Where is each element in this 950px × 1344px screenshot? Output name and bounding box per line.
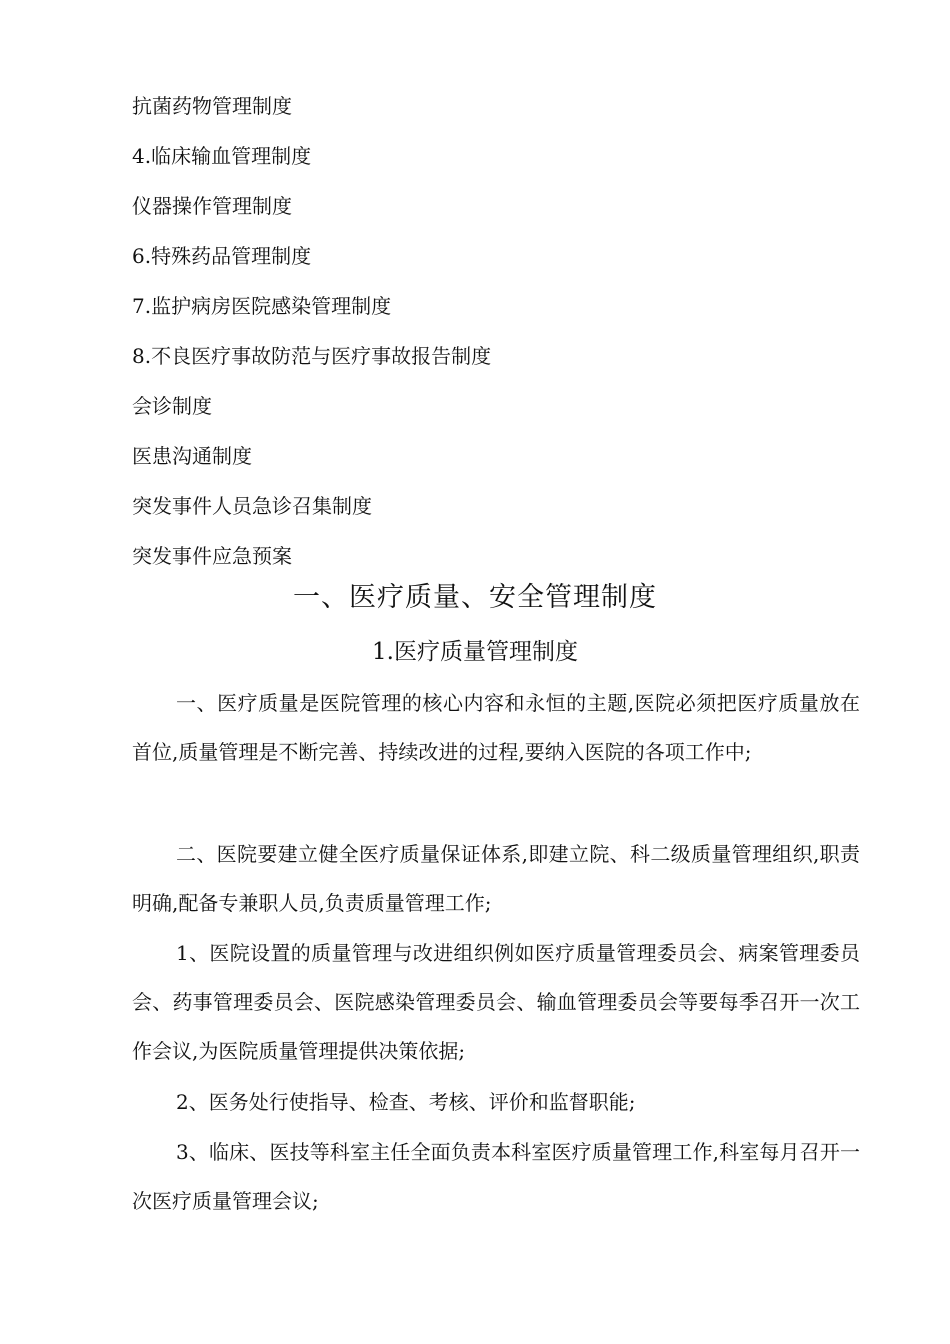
paragraph: 二、医院要建立健全医疗质量保证体系,即建立院、科二级质量管理组织,职责明确,配备专兼职人员,负责质量管理工作; [132,842,860,915]
toc-item: 7.监护病房医院感染管理制度 [132,294,392,318]
paragraph: 2、医务处行使指导、检查、考核、评价和监督职能; [176,1090,636,1114]
toc-item: 8.不良医疗事故防范与医疗事故报告制度 [132,344,492,368]
subsection-title: 1.医疗质量管理制度 [372,639,578,665]
paragraph: 1、医院设置的质量管理与改进组织例如医疗质量管理委员会、病案管理委员会、药事管理委员会、医院感染管理委员会、输血管理委员会等要每季召开一次工作会议,为医院质量管理提供决策依据; [132,941,860,1063]
toc-item: 6.特殊药品管理制度 [132,244,312,268]
paragraph: 一、医疗质量是医院管理的核心内容和永恒的主题,医院必须把医疗质量放在首位,质量管理是不断完善、持续改进的过程,要纳入医院的各项工作中; [132,691,860,764]
toc-item: 医患沟通制度 [132,444,252,468]
toc-item: 仪器操作管理制度 [132,194,292,218]
toc-item: 抗菌药物管理制度 [132,94,292,118]
toc-item: 会诊制度 [132,394,212,418]
section-title: 一、医疗质量、安全管理制度 [293,582,657,613]
toc-item: 突发事件应急预案 [132,544,292,568]
toc-item: 4.临床输血管理制度 [132,144,312,168]
toc-item: 突发事件人员急诊召集制度 [132,494,372,518]
paragraph: 3、临床、医技等科室主任全面负责本科室医疗质量管理工作,科室每月召开一次医疗质量管理会议; [132,1140,860,1213]
